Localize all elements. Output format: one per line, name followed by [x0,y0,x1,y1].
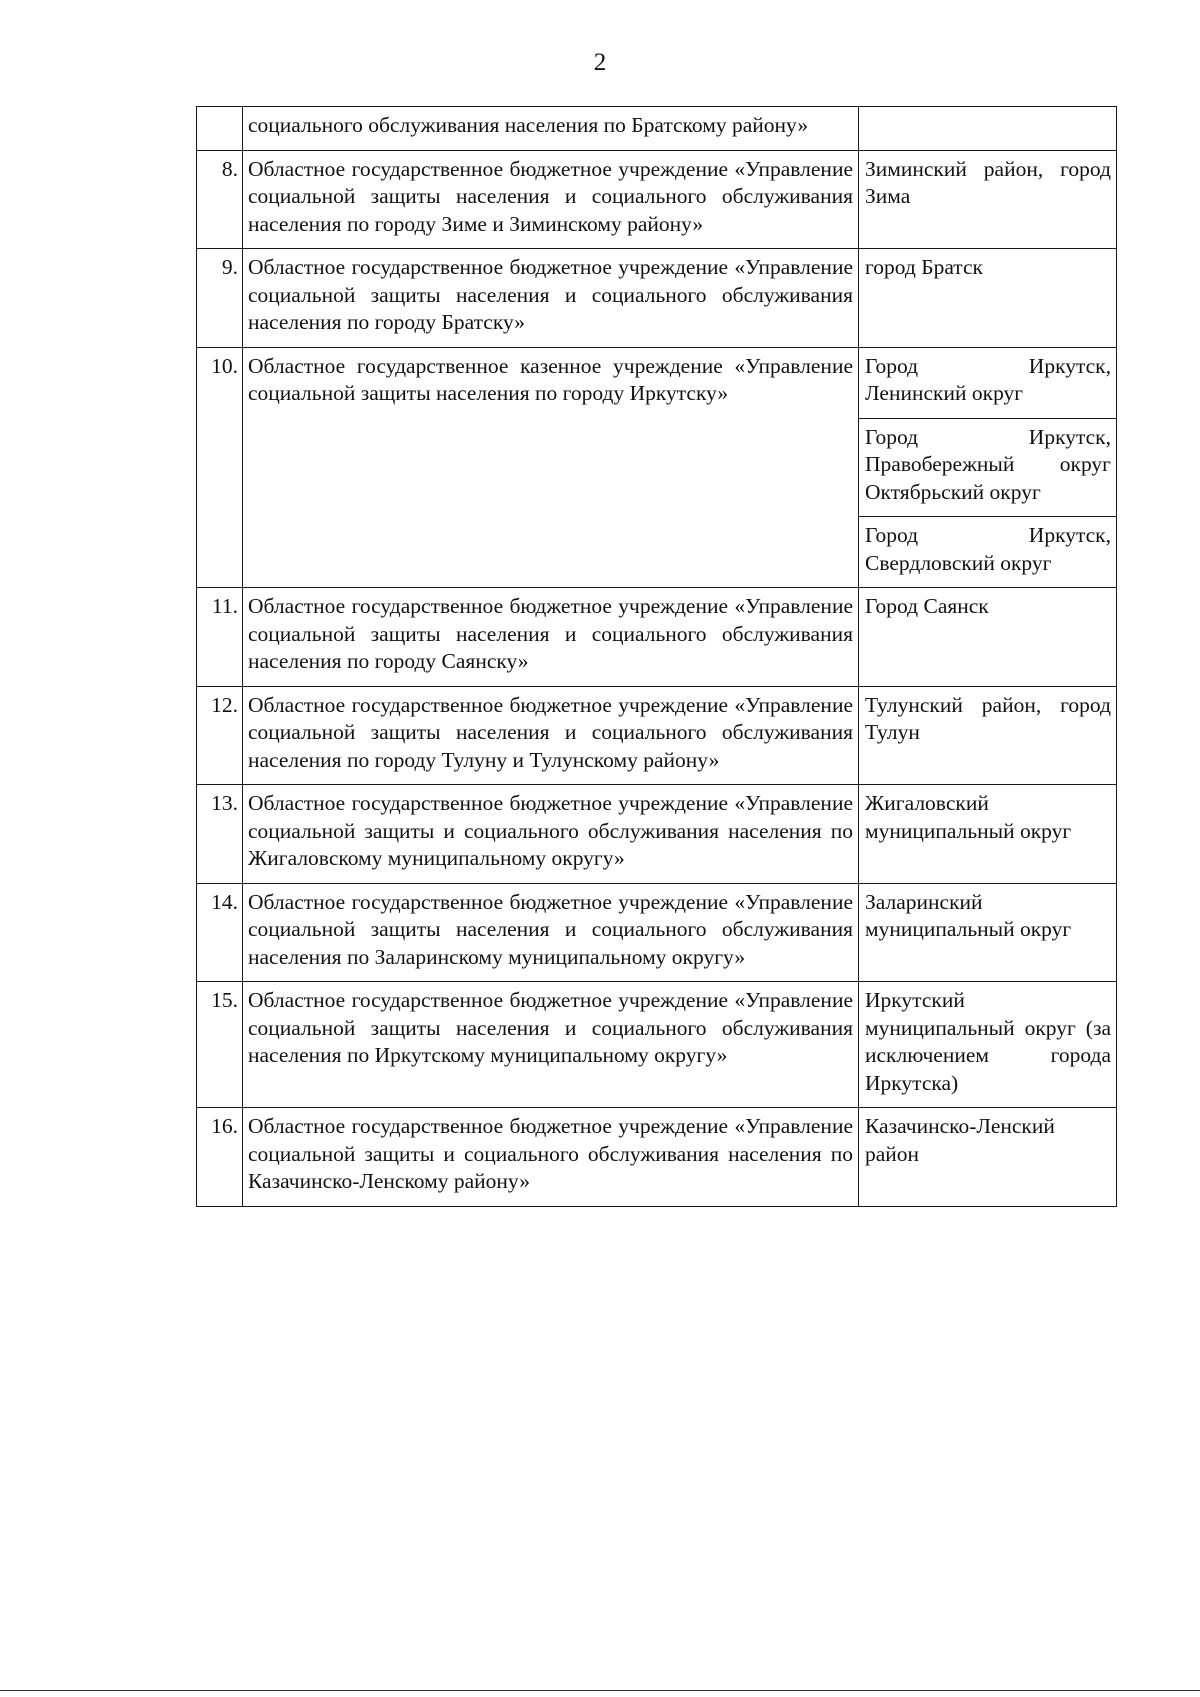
row-number: 14. [197,883,243,982]
institution-name: Областное государственное бюджетное учреждение «Управление социальной защиты и социального обслуживания населения по Казачинско-Ленскому району» [243,1108,859,1207]
table-row [197,785,1117,884]
service-area: Город Иркутск, Ленинский округ [859,347,1117,418]
table-row [197,347,1117,418]
service-area: Казачинско-Ленский район [859,1108,1117,1207]
service-area: Город Иркутск, Правобережный округ Октябрьский округ [859,418,1117,517]
institution-name: Областное государственное бюджетное учреждение «Управление социальной защиты населения и социального обслуживания населения по городу Братску» [243,249,859,348]
service-area [859,107,1117,151]
institution-name: Областное государственное бюджетное учреждение «Управление социальной защиты населения и социального обслуживания населения по Заларинскому муниципальному округу» [243,883,859,982]
row-number: 13. [197,785,243,884]
service-area: Жигаловский муниципальный округ [859,785,1117,884]
table-row [197,686,1117,785]
institution-name: Областное государственное бюджетное учреждение «Управление социальной защиты населения и социального обслуживания населения по городу Зиме и Зиминскому району» [243,150,859,249]
row-number: 10. [197,347,243,588]
institution-name: Областное государственное бюджетное учреждение «Управление социальной защиты и социального обслуживания населения по Жигаловскому муниципальному округу» [243,785,859,884]
institutions-table [196,106,1117,1207]
institution-name: социального обслуживания населения по Братскому району» [243,107,859,151]
table-row [197,150,1117,249]
table-row [197,982,1117,1108]
service-area: Город Иркутск, Свердловский округ [859,517,1117,588]
service-area: Зиминский район, город Зима [859,150,1117,249]
table-row [197,107,1117,151]
row-number: 9. [197,249,243,348]
row-number: 12. [197,686,243,785]
row-number: 15. [197,982,243,1108]
service-area: город Братск [859,249,1117,348]
row-number: 8. [197,150,243,249]
service-area: Тулунский район, город Тулун [859,686,1117,785]
row-number [197,107,243,151]
institution-name: Областное государственное бюджетное учреждение «Управление социальной защиты населения и социального обслуживания населения по городу Саянску» [243,588,859,687]
institution-name: Областное государственное казенное учреждение «Управление социальной защиты населения по городу Иркутску» [243,347,859,588]
page-bottom-divider [0,1690,1200,1691]
page-number: 2 [593,49,607,76]
institution-name: Областное государственное бюджетное учреждение «Управление социальной защиты населения и социального обслуживания населения по городу Тулуну и Тулунскому району» [243,686,859,785]
row-number: 11. [197,588,243,687]
table-row [197,249,1117,348]
institution-name: Областное государственное бюджетное учреждение «Управление социальной защиты населения и социального обслуживания населения по Иркутскому муниципальному округу» [243,982,859,1108]
table-row [197,883,1117,982]
table-row [197,1108,1117,1207]
service-area: Иркутский муниципальный округ (за исключением города Иркутска) [859,982,1117,1108]
row-number: 16. [197,1108,243,1207]
table-row [197,588,1117,687]
service-area: Заларинский муниципальный округ [859,883,1117,982]
service-area: Город Саянск [859,588,1117,687]
